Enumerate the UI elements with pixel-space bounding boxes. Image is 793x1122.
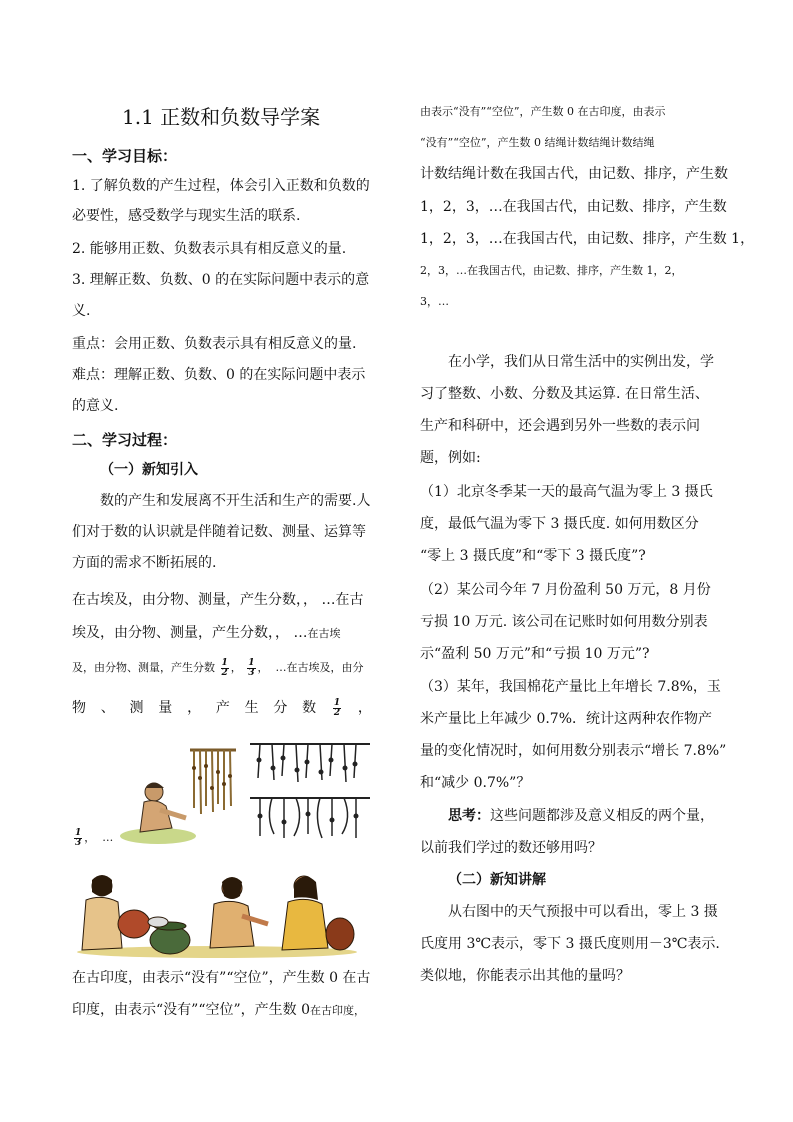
intro-paragraph: 方面的需求不断拓展的. xyxy=(72,555,217,571)
egypt-spaced-line xyxy=(72,698,372,718)
question-1: “零上 3 摄氏度”和“零下 3 摄氏度”? xyxy=(420,548,646,564)
question-1: （1）北京冬季某一天的最高气温为零上 3 摄氏 xyxy=(420,484,713,500)
fraction-denominator: 3 xyxy=(75,837,82,848)
think-line: 以前我们学过的数还够用吗？ xyxy=(420,840,602,856)
explain-paragraph: 从右图中的天气预报中可以看出，零上 3 摄 xyxy=(448,904,718,920)
goal-line: 必要性，感受数学与现实生活的联系. xyxy=(72,208,301,224)
figure-with-pot xyxy=(82,875,150,950)
india-text: 在古印度，由表示“没有”“空位”，产生数 0 在古 xyxy=(72,970,371,986)
question-1: 度，最低气温为零下 3 摄氏度. 如何用数区分 xyxy=(420,516,699,532)
question-3: 米产量比上年减少 0.7%．统计这两种农作物产 xyxy=(420,711,713,727)
comma: ， xyxy=(84,831,96,844)
india-text-small: 在古印度， xyxy=(310,1004,365,1017)
question-3: 量的变化情况时，如何用数分别表示“增长 7.8%” xyxy=(420,743,727,759)
page-title: 1.1 正数和负数导学案 xyxy=(122,105,321,129)
ancient-india-figures-illustration xyxy=(72,870,362,958)
comma: ， xyxy=(257,661,269,674)
china-text: 1，2，3，…在我国古代，由记数、排序，产生数 1， xyxy=(420,231,755,247)
fraction-numerator: 1 xyxy=(333,697,341,708)
fraction-numerator: 1 xyxy=(248,657,255,668)
china-text: 1，2，3，…在我国古代，由记数、排序，产生数 xyxy=(420,199,727,215)
egypt-text-small: 在古埃 xyxy=(307,627,341,640)
egypt-text xyxy=(72,623,340,644)
china-text-small: 2，3，…在我国古代，由记数、排序，产生数 1，2， xyxy=(420,264,683,277)
char: 物 xyxy=(72,700,86,716)
hanging-ropes xyxy=(194,750,231,814)
subsection-intro-heading: （一）新知引入 xyxy=(100,462,198,478)
question-3: （3）某年，我国棉花产量比上年增长 7.8%，玉 xyxy=(420,679,721,695)
egypt-tail xyxy=(72,828,113,848)
char: 生 xyxy=(244,700,259,716)
question-3: 和“减少 0.7%”？ xyxy=(420,775,531,791)
india-text xyxy=(72,1000,365,1021)
char: 测 xyxy=(129,700,144,716)
intro-paragraph: 数的产生和发展离不开生活和生产的需要.人 xyxy=(100,493,371,509)
difficult-point: 难点：理解正数、负数、0 的在实际问题中表示 xyxy=(72,367,366,383)
fraction-numerator: 1 xyxy=(75,827,82,838)
subsection-explain-heading: （二）新知讲解 xyxy=(448,872,546,888)
knot-counting-man-illustration xyxy=(120,748,240,848)
egypt-text-small xyxy=(72,658,364,678)
char: 产 xyxy=(215,700,230,716)
pots xyxy=(148,917,190,954)
fraction-third xyxy=(74,829,82,848)
char: ， xyxy=(187,700,202,716)
section-goals-heading: 一、学习目标： xyxy=(72,147,178,165)
cord-strands-bottom xyxy=(260,798,356,838)
difficult-point: 的意义. xyxy=(72,398,119,414)
fraction-half xyxy=(221,659,229,678)
knotted-cords-illustration xyxy=(248,738,372,844)
egypt-text-part: 埃及，由分物、测量，产生分数，， … xyxy=(72,625,308,641)
char: 、 xyxy=(100,700,115,716)
cord-knots xyxy=(257,756,359,825)
egypt-text-part: 及，由分物、测量，产生分数 xyxy=(72,661,215,674)
fraction-third xyxy=(247,659,255,678)
question-2: （2）某公司今年 7 月份盈利 50 万元，8 月份 xyxy=(420,582,711,598)
body xyxy=(140,801,172,832)
hair xyxy=(146,783,164,788)
think-text: 这些问题都涉及意义相反的两个量， xyxy=(490,808,714,824)
kneeling-figure xyxy=(210,877,268,948)
fraction-denominator: 3 xyxy=(248,667,255,678)
india-text-small: “没有”“空位”，产生数 0 结绳计数结绳计数结绳 xyxy=(420,136,655,149)
think-line xyxy=(448,806,714,826)
goal-line: 3. 理解正数、负数、0 的在实际问题中表示的意 xyxy=(72,272,370,288)
explain-paragraph: 类似地，你能表示出其他的量吗？ xyxy=(420,968,630,984)
intro2-paragraph: 在小学，我们从日常生活中的实例出发，学 xyxy=(448,354,714,370)
char: 数 xyxy=(302,700,317,716)
fraction-numerator: 1 xyxy=(221,657,228,668)
intro2-paragraph: 生产和科研中，还会遇到另外一些数的表示问 xyxy=(420,418,700,434)
ellipsis: … xyxy=(102,831,114,844)
question-2: 亏损 10 万元. 该公司在记账时如何用数分别表 xyxy=(420,614,708,630)
char: 量 xyxy=(158,700,173,716)
china-text: 计数结绳计数在我国古代，由记数、排序，产生数 xyxy=(420,166,728,182)
goal-line: 义. xyxy=(72,303,91,319)
goal-line: 1. 了解负数的产生过程，体会引入正数和负数的 xyxy=(72,178,370,194)
egypt-text: 在古埃及，由分物、测量，产生分数，， …在古 xyxy=(72,592,364,608)
think-label: 思考： xyxy=(448,808,490,824)
fraction-denominator: 2 xyxy=(221,667,228,678)
egypt-text-part: …在古埃及，由分 xyxy=(275,661,364,674)
comma: ， xyxy=(230,661,242,674)
comma: ， xyxy=(357,700,372,716)
section-process-heading: 二、学习过程： xyxy=(72,431,178,449)
key-point: 重点：会用正数、负数表示具有相反意义的量. xyxy=(72,336,357,352)
fraction-half xyxy=(333,699,341,718)
seated-woman-figure xyxy=(282,876,354,950)
ground xyxy=(120,828,196,844)
china-text-small: 3，… xyxy=(420,295,449,308)
india-text-small: 由表示“没有”“空位”，产生数 0 在古印度，由表示 xyxy=(420,105,666,118)
intro2-paragraph: 题，例如: xyxy=(420,450,481,466)
explain-paragraph: 氏度用 3℃表示，零下 3 摄氏度则用－3℃表示. xyxy=(420,936,720,952)
fraction-denominator: 2 xyxy=(333,707,341,718)
india-text-part: 印度，由表示“没有”“空位”，产生数 0 xyxy=(72,1002,310,1018)
intro-paragraph: 们对于数的认识就是伴随着记数、测量、运算等 xyxy=(72,524,366,540)
char: 分 xyxy=(273,700,288,716)
goal-line: 2. 能够用正数、负数表示具有相反意义的量. xyxy=(72,241,347,257)
question-2: 示“盈利 50 万元”和“亏损 10 万元”? xyxy=(420,646,650,662)
intro2-paragraph: 习了整数、小数、分数及其运算. 在日常生活、 xyxy=(420,386,709,402)
